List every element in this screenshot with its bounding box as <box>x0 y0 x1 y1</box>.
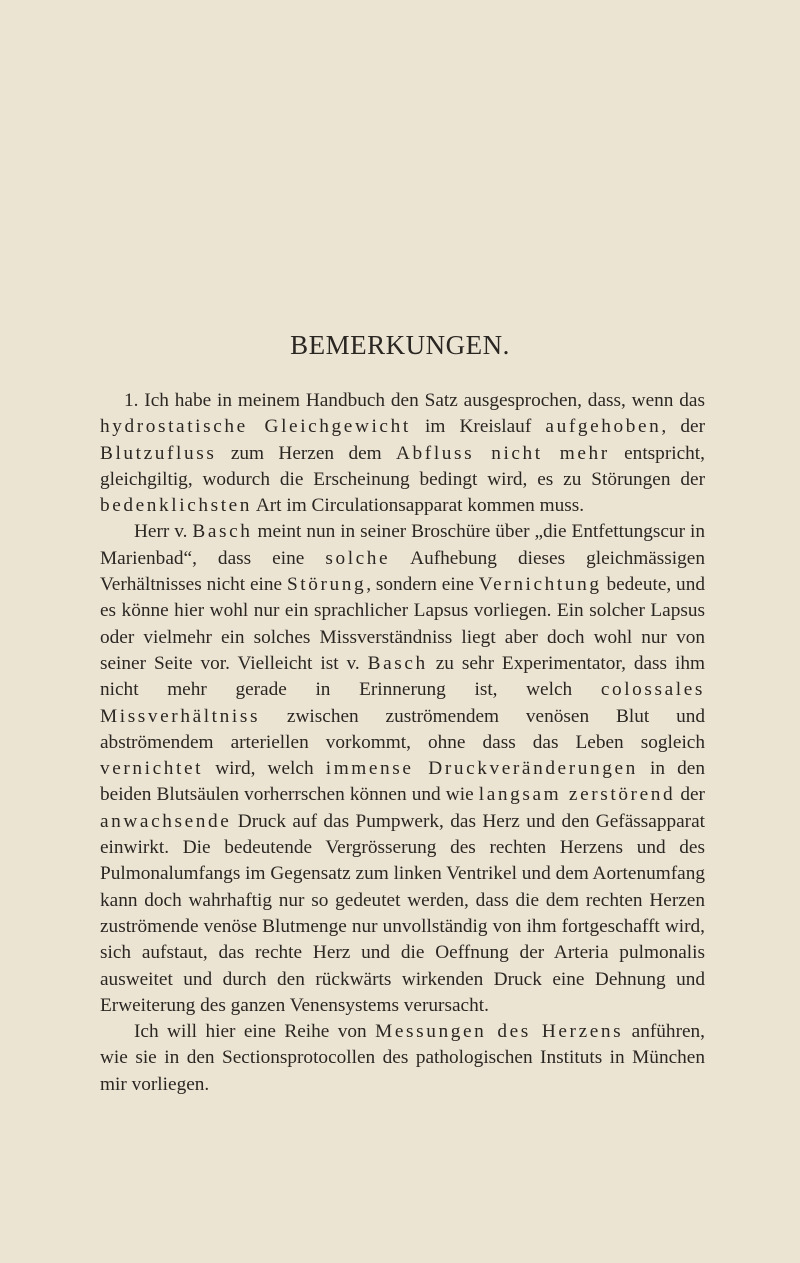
emphasized-text: Messungen des Herzens <box>375 1021 624 1043</box>
emphasized-text: aufgehoben <box>545 416 662 438</box>
text-run: Aufhebung dieses gleichmässigen Verhältnisses nicht eine <box>100 547 705 596</box>
emphasized-text: Störung <box>286 574 367 596</box>
text-run: der <box>675 784 705 806</box>
text-run: Herr v. <box>134 521 193 543</box>
emphasized-text: solche <box>325 547 391 569</box>
text-run: in den beiden Blutsäulen vorherrschen können und wie <box>100 758 705 806</box>
emphasized-text: Vernichtung <box>478 574 602 596</box>
text-run: im Kreislauf <box>410 416 546 438</box>
text-run: Ich will hier eine Reihe von <box>134 1021 376 1043</box>
paragraph <box>100 519 705 1019</box>
body-text <box>100 388 705 1098</box>
text-run: anführen, wie sie in den Sectionsprotocollen des pathologischen Instituts in München mir vorliegen. <box>100 1021 706 1095</box>
emphasized-text: Basch <box>367 652 428 674</box>
text-run: entspricht, gleichgiltig, wodurch die Erscheinung bedingt wird, es zu Störungen der <box>100 442 705 490</box>
text-run: 1. Ich habe in meinem Handbuch den Satz ausgesprochen, dass, wenn das <box>124 390 705 411</box>
emphasized-text: langsam zerstörend <box>478 784 676 806</box>
text-run: zwischen zuströmendem venösen Blut und abströmendem arteriellen vorkommt, ohne dass das Leben sogleich <box>100 705 705 753</box>
emphasized-text: vernichtet <box>100 758 204 780</box>
emphasized-text: colossales Missverhältniss <box>100 679 705 727</box>
emphasized-text: Basch <box>192 521 253 543</box>
emphasized-text: immense Druckveränderungen <box>325 758 638 780</box>
text-run: meint nun in seiner Broschüre über „die Entfettungscur in Marienbad“, dass eine <box>100 521 705 569</box>
text-run: wird, welch <box>203 758 326 780</box>
emphasized-text: bedenklichsten <box>100 495 253 517</box>
paragraph <box>100 388 705 519</box>
paragraph <box>100 1019 705 1098</box>
text-run: zu sehr Experimentator, dass ihm nicht mehr gerade in Erinnerung ist, welch <box>100 652 705 701</box>
text-run: zum Herzen dem <box>216 442 397 464</box>
emphasized-text: Blutzufluss <box>100 442 217 464</box>
text-run: , der <box>661 416 705 438</box>
emphasized-text: hydrostatische Gleichgewicht <box>100 416 411 438</box>
text-run: , sondern eine <box>366 574 479 596</box>
section-heading: BEMERKUNGEN. <box>290 330 510 360</box>
emphasized-text: anwachsende <box>100 810 232 832</box>
text-run: Druck auf das Pumpwerk, das Herz und den Gefässapparat einwirkt. Die bedeutende Vergrösserung des rechten Herzens und des Pulmonalumfangs im Gegensatz zum linken Ventrikel und dem Aortenumfang kann doch wahrhaftig nur so gedeutet werden, dass die dem rechten Herzen zuströmende venöse Blutmenge nur unvollständig von ihm fortgeschafft wird, sich aufstaut, das rechte Herz und die Oeffnung der Arteria pulmonalis ausweitet und durch den rückwärts wirkenden Druck eine Dehnung und Erweiterung des ganzen Venensystems verursacht. <box>100 810 705 1016</box>
emphasized-text: Abfluss nicht mehr <box>396 442 610 464</box>
text-run: bedeute, und es könne hier wohl nur ein sprachlicher Lapsus vorliegen. Ein solcher Lapsus oder vielmehr ein solches Missverständniss liegt aber doch wohl nur von seiner Seite vor. Vielleicht ist v. <box>100 574 705 674</box>
text-run: Art im Circulationsapparat kommen muss. <box>252 495 585 517</box>
